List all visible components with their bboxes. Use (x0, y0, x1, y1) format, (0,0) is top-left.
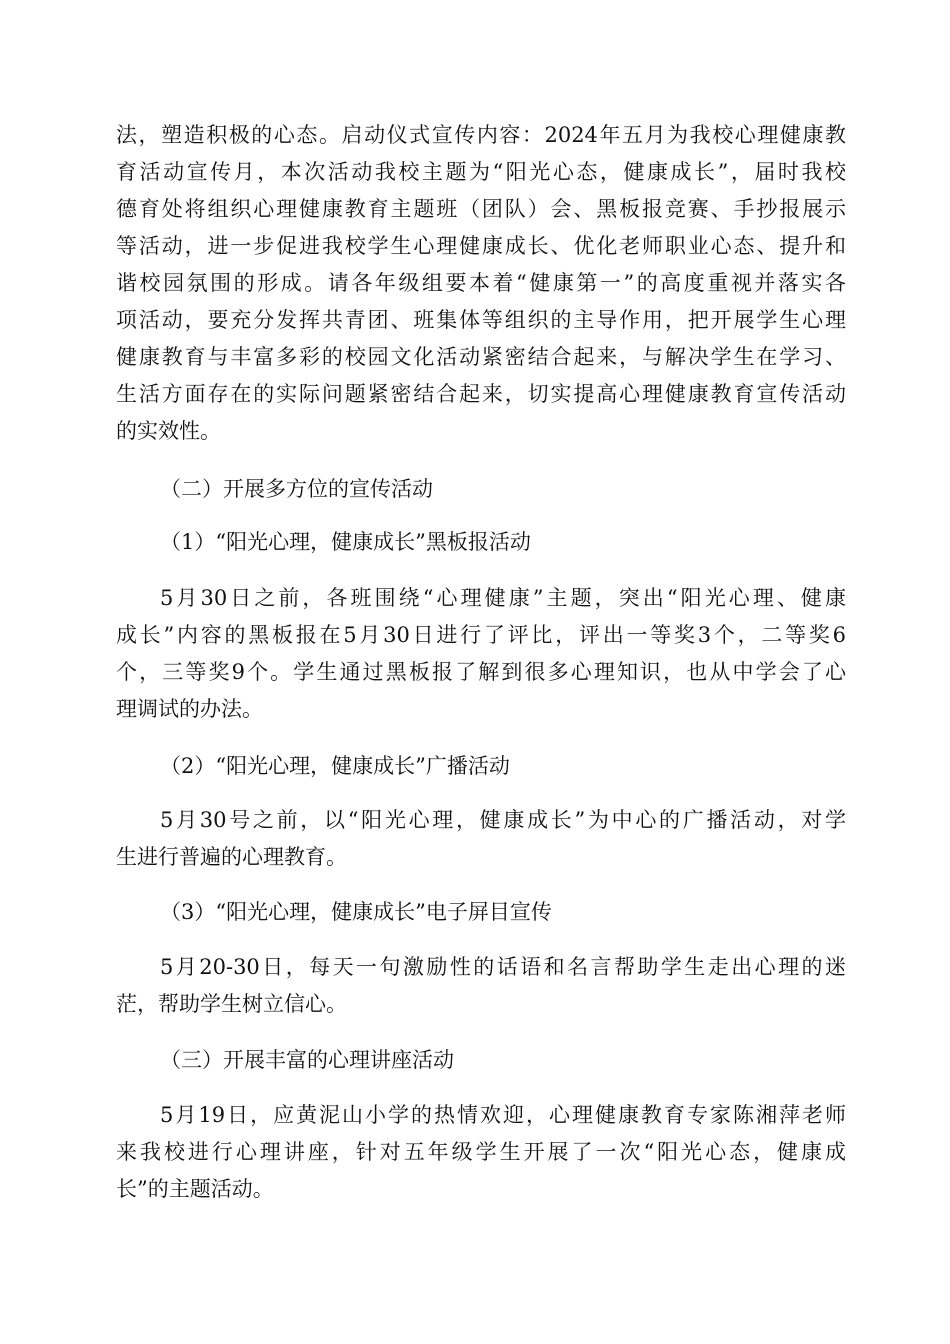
subsection-heading: （1）“阳光心理，健康成长”黑板报活动 (160, 530, 531, 554)
text-line: 个，三等奖9个。学生通过黑板报了解到很多心理知识，也从中学会了心 (116, 660, 846, 684)
text-line: 生进行普遍的心理教育。 (116, 845, 347, 869)
text-line: 的实效性。 (116, 419, 221, 443)
text-line: 5月19日，应黄泥山小学的热情欢迎，心理健康教育专家陈湘萍老师 (160, 1103, 846, 1127)
text-line: 理调试的办法。 (116, 697, 263, 721)
subsection-heading: （3）“阳光心理，健康成长”电子屏目宣传 (160, 900, 552, 924)
text-line: 育活动宣传月，本次活动我校主题为“阳光心态，健康成长”，届时我校 (116, 160, 846, 184)
section-heading: （三）开展丰富的心理讲座活动 (160, 1048, 454, 1072)
subsection-heading: （2）“阳光心理，健康成长”广播活动 (160, 754, 510, 778)
text-line: 谐校园氛围的形成。请各年级组要本着“健康第一”的高度重视并落实各 (116, 271, 846, 295)
text-line: 法，塑造积极的心态。启动仪式宣传内容：2024年五月为我校心理健康教 (116, 123, 846, 147)
text-line: 成长”内容的黑板报在5月30日进行了评比，评出一等奖3个，二等奖6 (116, 623, 846, 647)
text-line: 等活动，进一步促进我校学生心理健康成长、优化老师职业心态、提升和 (116, 234, 846, 258)
text-line: 5月30日之前，各班围绕“心理健康”主题，突出“阳光心理、健康 (160, 586, 846, 610)
text-line: 项活动，要充分发挥共青团、班集体等组织的主导作用，把开展学生心理 (116, 308, 846, 332)
text-line: 5月30号之前，以“阳光心理，健康成长”为中心的广播活动，对学 (160, 808, 846, 832)
section-heading: （二）开展多方位的宣传活动 (160, 477, 433, 501)
text-line: 健康教育与丰富多彩的校园文化活动紧密结合起来，与解决学生在学习、 (116, 345, 846, 369)
text-line: 德育处将组织心理健康教育主题班（团队）会、黑板报竞赛、手抄报展示 (116, 197, 846, 221)
text-line: 5月20-30日，每天一句激励性的话语和名言帮助学生走出心理的迷 (160, 955, 846, 979)
text-line: 茫，帮助学生树立信心。 (116, 992, 347, 1016)
text-line: 生活方面存在的实际问题紧密结合起来，切实提高心理健康教育宣传活动 (116, 382, 846, 406)
text-line: 长”的主题活动。 (116, 1177, 274, 1201)
text-line: 来我校进行心理讲座，针对五年级学生开展了一次“阳光心态，健康成 (116, 1140, 846, 1164)
